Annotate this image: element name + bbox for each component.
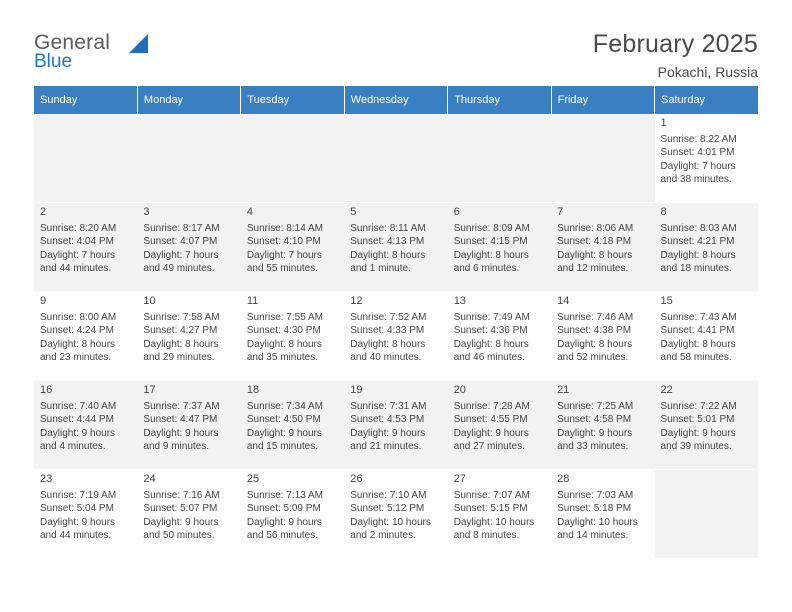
sunrise-text: Sunrise: 7:43 AM: [660, 312, 737, 323]
day-number: 13: [453, 295, 466, 307]
day-number: 26: [350, 473, 363, 485]
daylight-text: and 21 minutes.: [350, 441, 422, 453]
daylight-text: and 44 minutes.: [40, 530, 112, 542]
calendar-week-row: [34, 381, 758, 470]
sunrise-text: Sunrise: 7:19 AM: [40, 490, 117, 501]
daylight-text: and 29 minutes.: [143, 352, 215, 364]
calendar-empty-cell: [34, 114, 137, 203]
calendar-week-row: [34, 292, 758, 381]
weekday-header-row: [34, 86, 758, 114]
day-number: 16: [40, 384, 53, 396]
weekday-header-tuesday: Tuesday: [241, 86, 344, 114]
daylight-text: Daylight: 8 hours: [40, 338, 116, 350]
day-number: 21: [557, 384, 570, 396]
page-subtitle: Pokachi, Russia: [657, 64, 758, 80]
logo-text-blue: Blue: [34, 51, 73, 72]
daylight-text: Daylight: 9 hours: [143, 516, 219, 528]
day-number: 20: [453, 384, 466, 396]
calendar-day-cell[interactable]: [448, 203, 551, 292]
day-number: 24: [143, 473, 156, 485]
sunset-text: Sunset: 4:38 PM: [557, 325, 632, 337]
sunset-text: Sunset: 5:04 PM: [40, 503, 114, 515]
sunrise-text: Sunrise: 7:46 AM: [557, 312, 634, 323]
sunrise-text: Sunrise: 7:55 AM: [246, 312, 323, 323]
daylight-text: Daylight: 9 hours: [143, 427, 219, 439]
daylight-text: and 56 minutes.: [246, 530, 319, 542]
calendar-day-cell[interactable]: [241, 470, 344, 559]
calendar-body: [34, 114, 758, 559]
day-number: 28: [557, 473, 570, 485]
day-number: 18: [246, 384, 260, 396]
calendar-day-cell[interactable]: [34, 292, 137, 381]
sunrise-text: Sunrise: 8:22 AM: [660, 134, 737, 145]
sunset-text: Sunset: 4:55 PM: [453, 414, 528, 426]
logo: [34, 30, 154, 72]
sunrise-text: Sunrise: 7:52 AM: [350, 312, 427, 323]
daylight-text: Daylight: 9 hours: [246, 516, 322, 528]
sunrise-text: Sunrise: 7:49 AM: [453, 312, 530, 323]
daylight-text: Daylight: 8 hours: [557, 338, 633, 350]
sunrise-text: Sunrise: 8:14 AM: [246, 223, 323, 234]
calendar-week-row: [34, 114, 758, 203]
logo-text-general: General: [34, 31, 111, 54]
sunrise-text: Sunrise: 7:28 AM: [453, 401, 530, 412]
daylight-text: and 15 minutes.: [246, 441, 319, 453]
daylight-text: and 35 minutes.: [246, 352, 319, 364]
day-number: 25: [246, 473, 260, 485]
daylight-text: and 27 minutes.: [453, 441, 525, 453]
day-number: 7: [557, 206, 564, 218]
sunset-text: Sunset: 4:07 PM: [143, 236, 218, 248]
daylight-text: and 9 minutes.: [143, 441, 210, 453]
sunset-text: Sunset: 4:13 PM: [350, 236, 425, 248]
day-number: 27: [453, 473, 466, 485]
sunset-text: Sunset: 5:15 PM: [453, 503, 528, 515]
daylight-text: Daylight: 8 hours: [557, 249, 633, 261]
sunset-text: Sunset: 5:12 PM: [350, 503, 425, 515]
daylight-text: Daylight: 8 hours: [246, 338, 322, 350]
calendar-day-cell[interactable]: [241, 203, 344, 292]
day-number: 8: [660, 206, 667, 218]
calendar-empty-cell: [655, 470, 758, 559]
sunrise-text: Sunrise: 8:06 AM: [557, 223, 634, 234]
daylight-text: Daylight: 10 hours: [453, 516, 535, 528]
sunrise-text: Sunrise: 7:31 AM: [350, 401, 427, 412]
sunset-text: Sunset: 4:47 PM: [143, 414, 218, 426]
daylight-text: and 49 minutes.: [143, 263, 215, 275]
sunset-text: Sunset: 4:44 PM: [40, 414, 114, 426]
sunrise-text: Sunrise: 7:13 AM: [246, 490, 323, 501]
daylight-text: Daylight: 9 hours: [40, 427, 116, 439]
daylight-text: Daylight: 9 hours: [453, 427, 529, 439]
calendar-day-cell[interactable]: [344, 292, 447, 381]
sunrise-text: Sunrise: 8:09 AM: [453, 223, 530, 234]
weekday-header-sunday: Sunday: [34, 86, 137, 114]
sunset-text: Sunset: 4:33 PM: [350, 325, 425, 337]
calendar-day-cell[interactable]: [448, 292, 551, 381]
day-number: 1: [660, 117, 667, 129]
calendar-day-cell[interactable]: [448, 381, 551, 470]
calendar-empty-cell: [551, 114, 654, 203]
calendar-empty-cell: [344, 114, 447, 203]
day-number: 3: [143, 206, 150, 218]
day-number: 14: [557, 295, 570, 307]
title-block: [593, 30, 758, 82]
day-number: 10: [143, 295, 156, 307]
daylight-text: and 39 minutes.: [660, 441, 732, 453]
sunset-text: Sunset: 4:50 PM: [246, 414, 321, 426]
calendar-day-cell[interactable]: [344, 203, 447, 292]
page-header: [34, 0, 758, 80]
sunrise-text: Sunrise: 7:37 AM: [143, 401, 220, 412]
daylight-text: and 55 minutes.: [246, 263, 319, 275]
daylight-text: and 23 minutes.: [40, 352, 112, 364]
calendar-day-cell[interactable]: [344, 381, 447, 470]
sunrise-text: Sunrise: 8:03 AM: [660, 223, 737, 234]
daylight-text: Daylight: 8 hours: [660, 338, 736, 350]
daylight-text: and 58 minutes.: [660, 352, 732, 364]
daylight-text: Daylight: 9 hours: [350, 427, 426, 439]
daylight-text: Daylight: 8 hours: [143, 338, 219, 350]
sunrise-text: Sunrise: 7:25 AM: [557, 401, 634, 412]
calendar-day-cell[interactable]: [655, 381, 758, 470]
sunset-text: Sunset: 5:09 PM: [246, 503, 321, 515]
daylight-text: Daylight: 8 hours: [350, 249, 426, 261]
calendar-week-row: [34, 470, 758, 559]
daylight-text: Daylight: 7 hours: [660, 160, 736, 172]
daylight-text: and 50 minutes.: [143, 530, 215, 542]
sunset-text: Sunset: 4:10 PM: [246, 236, 321, 248]
calendar-day-cell[interactable]: [551, 203, 654, 292]
daylight-text: and 12 minutes.: [557, 263, 629, 275]
daylight-text: and 14 minutes.: [557, 530, 629, 542]
calendar-day-cell[interactable]: [655, 292, 758, 381]
calendar-empty-cell: [241, 114, 344, 203]
sunrise-text: Sunrise: 7:34 AM: [246, 401, 323, 412]
sunset-text: Sunset: 4:18 PM: [557, 236, 632, 248]
calendar-empty-cell: [448, 114, 551, 203]
day-number: 19: [350, 384, 363, 396]
daylight-text: and 2 minutes.: [350, 530, 416, 542]
daylight-text: and 33 minutes.: [557, 441, 629, 453]
daylight-text: Daylight: 8 hours: [350, 338, 426, 350]
day-number: 11: [246, 295, 259, 307]
day-number: 15: [660, 295, 673, 307]
daylight-text: and 8 minutes.: [453, 530, 520, 542]
daylight-text: and 6 minutes.: [453, 263, 520, 275]
calendar-day-cell[interactable]: [551, 470, 654, 559]
page-title: February 2025: [592, 30, 758, 58]
daylight-text: Daylight: 10 hours: [350, 516, 431, 528]
sunset-text: Sunset: 4:30 PM: [246, 325, 321, 337]
weekday-header-saturday: Saturday: [655, 86, 758, 114]
day-number: 5: [350, 206, 357, 218]
sunrise-text: Sunrise: 8:17 AM: [143, 223, 220, 234]
calendar-day-cell[interactable]: [241, 292, 344, 381]
calendar-day-cell[interactable]: [655, 114, 758, 203]
calendar-day-cell[interactable]: [137, 470, 240, 559]
triangle-logo-icon: [129, 34, 148, 53]
calendar-day-cell[interactable]: [655, 203, 758, 292]
sunset-text: Sunset: 4:27 PM: [143, 325, 218, 337]
sunset-text: Sunset: 5:01 PM: [660, 414, 735, 426]
weekday-header-monday: Monday: [137, 86, 240, 114]
daylight-text: and 46 minutes.: [453, 352, 525, 364]
sunset-text: Sunset: 4:53 PM: [350, 414, 425, 426]
sunset-text: Sunset: 5:18 PM: [557, 503, 632, 515]
calendar-day-cell[interactable]: [34, 203, 137, 292]
sunrise-text: Sunrise: 7:22 AM: [660, 401, 737, 412]
sunrise-text: Sunrise: 7:10 AM: [350, 490, 427, 501]
calendar-day-cell[interactable]: [137, 381, 240, 470]
daylight-text: and 4 minutes.: [40, 441, 106, 453]
daylight-text: Daylight: 7 hours: [246, 249, 322, 261]
daylight-text: Daylight: 9 hours: [40, 516, 116, 528]
calendar-day-cell[interactable]: [344, 470, 447, 559]
daylight-text: Daylight: 9 hours: [557, 427, 633, 439]
sunset-text: Sunset: 4:41 PM: [660, 325, 735, 337]
day-number: 22: [660, 384, 673, 396]
calendar-day-cell[interactable]: [551, 292, 654, 381]
sunset-text: Sunset: 4:01 PM: [660, 147, 735, 159]
day-number: 9: [40, 295, 47, 307]
weekday-header-thursday: Thursday: [448, 86, 551, 114]
daylight-text: Daylight: 8 hours: [453, 338, 529, 350]
calendar-day-cell[interactable]: [137, 203, 240, 292]
sunrise-text: Sunrise: 7:07 AM: [453, 490, 530, 501]
sunrise-text: Sunrise: 7:16 AM: [143, 490, 220, 501]
sunrise-text: Sunrise: 8:00 AM: [40, 312, 117, 323]
day-number: 17: [143, 384, 156, 396]
daylight-text: Daylight: 8 hours: [660, 249, 736, 261]
daylight-text: Daylight: 9 hours: [246, 427, 322, 439]
daylight-text: Daylight: 10 hours: [557, 516, 638, 528]
sunset-text: Sunset: 4:36 PM: [453, 325, 528, 337]
calendar-day-cell[interactable]: [448, 470, 551, 559]
day-number: 4: [246, 206, 253, 218]
calendar-day-cell[interactable]: [551, 381, 654, 470]
daylight-text: and 52 minutes.: [557, 352, 629, 364]
daylight-text: and 1 minute.: [350, 263, 411, 275]
calendar-day-cell[interactable]: [34, 381, 137, 470]
daylight-text: and 40 minutes.: [350, 352, 422, 364]
sunrise-text: Sunrise: 8:11 AM: [350, 223, 426, 234]
sunrise-text: Sunrise: 7:40 AM: [40, 401, 117, 412]
calendar-week-row: [34, 203, 758, 292]
daylight-text: and 18 minutes.: [660, 263, 732, 275]
day-number: 12: [350, 295, 363, 307]
calendar-empty-cell: [137, 114, 240, 203]
calendar-table: [34, 86, 758, 559]
day-number: 23: [40, 473, 53, 485]
sunrise-text: Sunrise: 7:03 AM: [557, 490, 634, 501]
calendar-day-cell[interactable]: [34, 470, 137, 559]
day-number: 6: [453, 206, 460, 218]
sunset-text: Sunset: 4:58 PM: [557, 414, 632, 426]
sunset-text: Sunset: 4:24 PM: [40, 325, 114, 337]
daylight-text: Daylight: 8 hours: [453, 249, 529, 261]
daylight-text: and 38 minutes.: [660, 174, 732, 186]
sunset-text: Sunset: 4:04 PM: [40, 236, 114, 248]
weekday-header-friday: Friday: [551, 86, 654, 114]
sunset-text: Sunset: 5:07 PM: [143, 503, 218, 515]
daylight-text: Daylight: 9 hours: [660, 427, 736, 439]
daylight-text: Daylight: 7 hours: [40, 249, 116, 261]
calendar-day-cell[interactable]: [137, 292, 240, 381]
sunset-text: Sunset: 4:15 PM: [453, 236, 528, 248]
weekday-header-wednesday: Wednesday: [344, 86, 447, 114]
sunset-text: Sunset: 4:21 PM: [660, 236, 735, 248]
sunrise-text: Sunrise: 8:20 AM: [40, 223, 117, 234]
daylight-text: Daylight: 7 hours: [143, 249, 219, 261]
calendar-day-cell[interactable]: [241, 381, 344, 470]
sunrise-text: Sunrise: 7:58 AM: [143, 312, 220, 323]
day-number: 2: [40, 206, 47, 218]
daylight-text: and 44 minutes.: [40, 263, 112, 275]
